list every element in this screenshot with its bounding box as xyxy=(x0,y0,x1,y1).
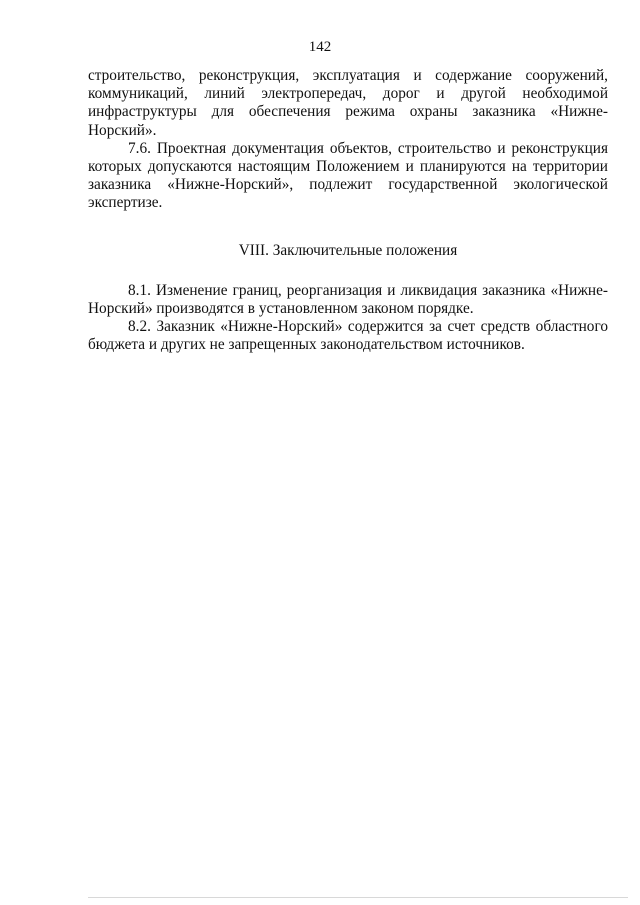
paragraph-8-2: 8.2. Заказник «Нижне-Норский» содержится за счет средств областного бюджета и других не запрещенных законодательством источников. xyxy=(88,318,608,354)
scan-edge-line xyxy=(88,897,628,898)
paragraph-8-1: 8.1. Изменение границ, реорганизация и ликвидация заказника «Нижне-Норский» производятся в установленном законом порядке. xyxy=(88,281,608,318)
paragraph-7-6: 7.6. Проектная документация объектов, строительство и реконструкция которых допускаются настоящим Положением и планируются на территории заказника «Нижне-Норский», подлежит государственной экологической экспертизе. xyxy=(88,139,608,212)
page-number: 142 xyxy=(308,39,332,55)
section-heading: VIII. Заключительные положения xyxy=(238,241,458,259)
spacer xyxy=(88,213,608,242)
document-body xyxy=(88,67,608,355)
paragraph-continuation: строительство, реконструкция, эксплуатация и содержание сооружений, коммуникаций, линий электропередач, дорог и другой необходимой инфраструктуры для обеспечения режима охраны заказника «Нижне-Норский». xyxy=(88,67,608,139)
spacer xyxy=(88,260,608,282)
